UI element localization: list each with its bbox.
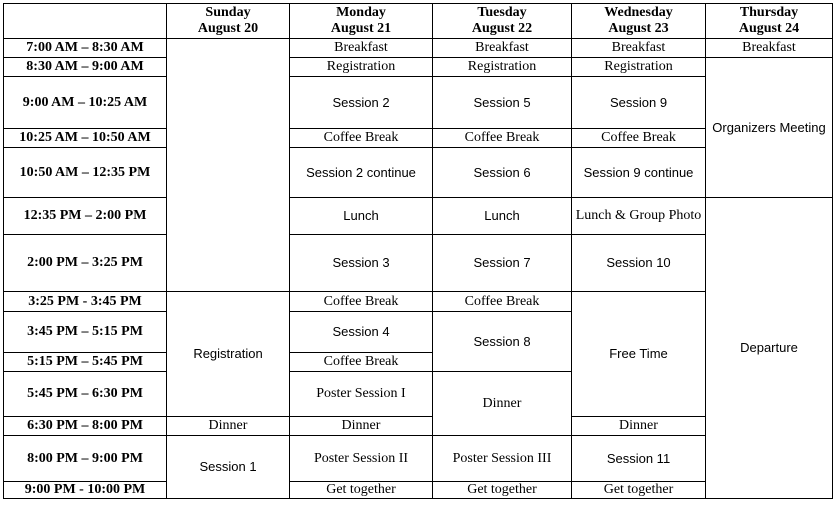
header-monday: Monday August 21: [290, 4, 433, 39]
monday-coffee-break: Coffee Break: [290, 129, 433, 148]
time-cell: 9:00 AM – 10:25 AM: [4, 77, 167, 129]
wednesday-coffee-break: Coffee Break: [572, 129, 706, 148]
table-row: [4, 58, 833, 77]
thursday-departure: Departure: [706, 198, 833, 499]
monday-session: Session 2: [290, 77, 433, 129]
time-cell: 8:30 AM – 9:00 AM: [4, 58, 167, 77]
tuesday-coffee-break: Coffee Break: [433, 129, 572, 148]
wednesday-get-together: Get together: [572, 482, 706, 499]
tuesday-poster-session: Poster Session III: [433, 436, 572, 482]
schedule-table: [3, 3, 833, 499]
monday-poster-session: Poster Session I: [290, 372, 433, 417]
tuesday-session-continue: Session 6: [433, 148, 572, 198]
tuesday-dinner: Dinner: [433, 372, 572, 436]
wednesday-lunch-group-photo: Lunch & Group Photo: [572, 198, 706, 235]
table-row: [4, 39, 833, 58]
header-thursday: Thursday August 24: [706, 4, 833, 39]
time-cell: 5:15 PM – 5:45 PM: [4, 353, 167, 372]
header-sunday: Sunday August 20: [167, 4, 290, 39]
monday-lunch: Lunch: [290, 198, 433, 235]
tuesday-coffee-break-2: Coffee Break: [433, 292, 572, 312]
tuesday-session-late: Session 8: [433, 312, 572, 372]
time-cell: 9:00 PM - 10:00 PM: [4, 482, 167, 499]
tuesday-lunch: Lunch: [433, 198, 572, 235]
time-cell: 3:25 PM - 3:45 PM: [4, 292, 167, 312]
time-cell: 8:00 PM – 9:00 PM: [4, 436, 167, 482]
monday-session-pm: Session 3: [290, 235, 433, 292]
corner-cell: [4, 4, 167, 39]
monday-registration: Registration: [290, 58, 433, 77]
header-wednesday: Wednesday August 23: [572, 4, 706, 39]
time-cell: 12:35 PM – 2:00 PM: [4, 198, 167, 235]
wednesday-dinner: Dinner: [572, 417, 706, 436]
tuesday-breakfast: Breakfast: [433, 39, 572, 58]
time-cell: 6:30 PM – 8:00 PM: [4, 417, 167, 436]
monday-session-continue: Session 2 continue: [290, 148, 433, 198]
monday-poster-session-2: Poster Session II: [290, 436, 433, 482]
header-row: [4, 4, 833, 39]
monday-get-together: Get together: [290, 482, 433, 499]
time-cell: 10:50 AM – 12:35 PM: [4, 148, 167, 198]
wednesday-session-continue: Session 9 continue: [572, 148, 706, 198]
table-row: [4, 198, 833, 235]
sunday-registration: Registration: [167, 292, 290, 417]
wednesday-session: Session 9: [572, 77, 706, 129]
wednesday-free-time: Free Time: [572, 292, 706, 417]
monday-breakfast: Breakfast: [290, 39, 433, 58]
monday-coffee-break-2: Coffee Break: [290, 292, 433, 312]
tuesday-session-pm: Session 7: [433, 235, 572, 292]
wednesday-session-pm: Session 10: [572, 235, 706, 292]
sunday-empty-cell: [167, 39, 290, 292]
tuesday-get-together: Get together: [433, 482, 572, 499]
time-cell: 7:00 AM – 8:30 AM: [4, 39, 167, 58]
header-tuesday: Tuesday August 22: [433, 4, 572, 39]
time-cell: 3:45 PM – 5:15 PM: [4, 312, 167, 353]
monday-coffee-break-3: Coffee Break: [290, 353, 433, 372]
time-cell: 2:00 PM – 3:25 PM: [4, 235, 167, 292]
sunday-dinner: Dinner: [167, 417, 290, 436]
wednesday-registration: Registration: [572, 58, 706, 77]
wednesday-breakfast: Breakfast: [572, 39, 706, 58]
thursday-breakfast: Breakfast: [706, 39, 833, 58]
time-cell: 5:45 PM – 6:30 PM: [4, 372, 167, 417]
monday-dinner: Dinner: [290, 417, 433, 436]
sunday-session: Session 1: [167, 436, 290, 499]
tuesday-session: Session 5: [433, 77, 572, 129]
time-cell: 10:25 AM – 10:50 AM: [4, 129, 167, 148]
wednesday-session-evening: Session 11: [572, 436, 706, 482]
tuesday-registration: Registration: [433, 58, 572, 77]
thursday-organizers-meeting: Organizers Meeting: [706, 58, 833, 198]
monday-session-late: Session 4: [290, 312, 433, 353]
